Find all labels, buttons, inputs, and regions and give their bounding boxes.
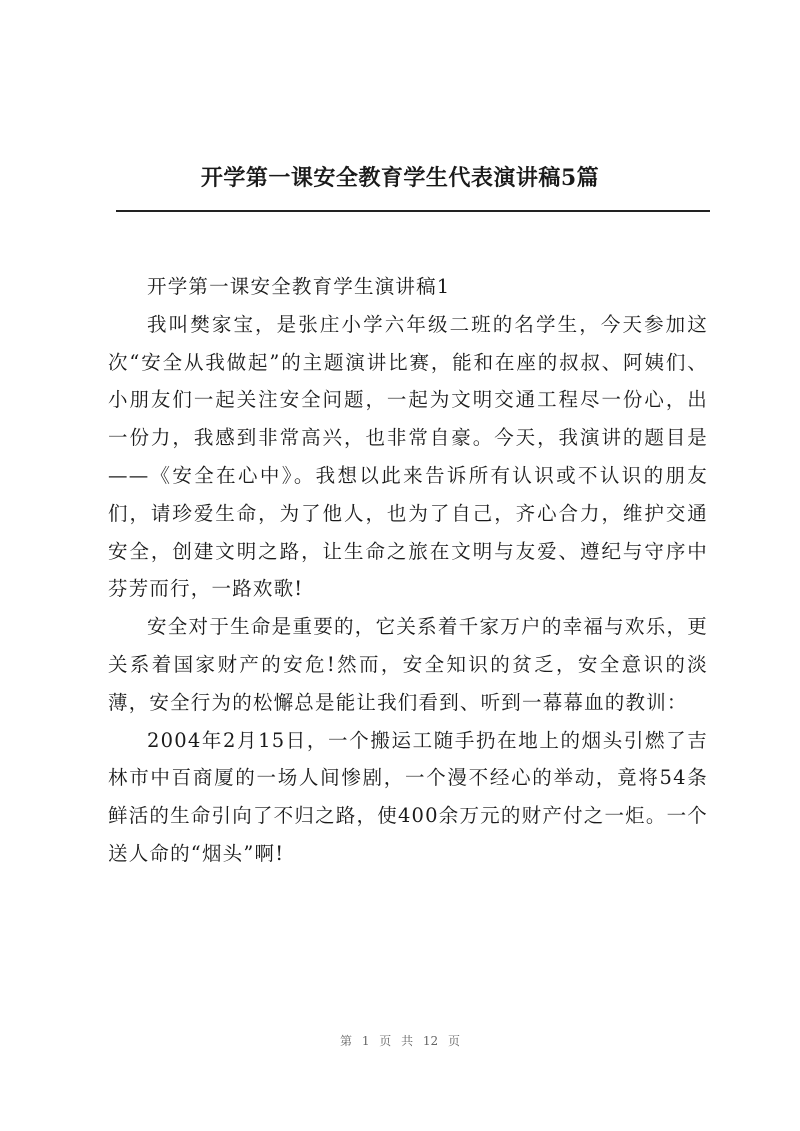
paragraph-intro: 我叫樊家宝，是张庄小学六年级二班的名学生，今天参加这次“安全从我做起”的主题演讲比赛，能和在座的叔叔、阿姨们、小朋友们一起关注安全问题，一起为文明交通工程尽一份心，出一份力，我感到非常高兴，也非常自豪。今天，我演讲的题目是——《安全在心中》。我想以此来告诉所有认识或不认识的朋友们，请珍爱生命，为了他人，也为了自己，齐心合力，维护交通安全，创建文明之路，让生命之旅在文明与友爱、遵纪与守序中芬芳而行，一路欢歌! bbox=[108, 312, 708, 601]
paragraph-jilin-fire: 2004年2月15日，一个搬运工随手扔在地上的烟头引燃了吉林市中百商厦的一场人间惨剧，一个漫不经心的举动，竟将54条鲜活的生命引向了不归之路，使400余万元的财产付之一炬。一个送人命的“烟头”啊! bbox=[108, 728, 708, 865]
document-body bbox=[108, 268, 708, 873]
section-heading: 开学第一课安全教育学生演讲稿1 bbox=[147, 275, 451, 298]
page-number-footer: 第 1 页 共 12 页 bbox=[340, 1034, 460, 1048]
title-divider bbox=[116, 210, 710, 212]
document-title: 开学第一课安全教育学生代表演讲稿5篇 bbox=[200, 165, 600, 191]
paragraph-safety-importance: 安全对于生命是重要的，它关系着千家万户的幸福与欢乐，更关系着国家财产的安危!然而，安全知识的贫乏，安全意识的淡薄，安全行为的松懈总是能让我们看到、听到一幕幕血的教训： bbox=[108, 615, 708, 714]
